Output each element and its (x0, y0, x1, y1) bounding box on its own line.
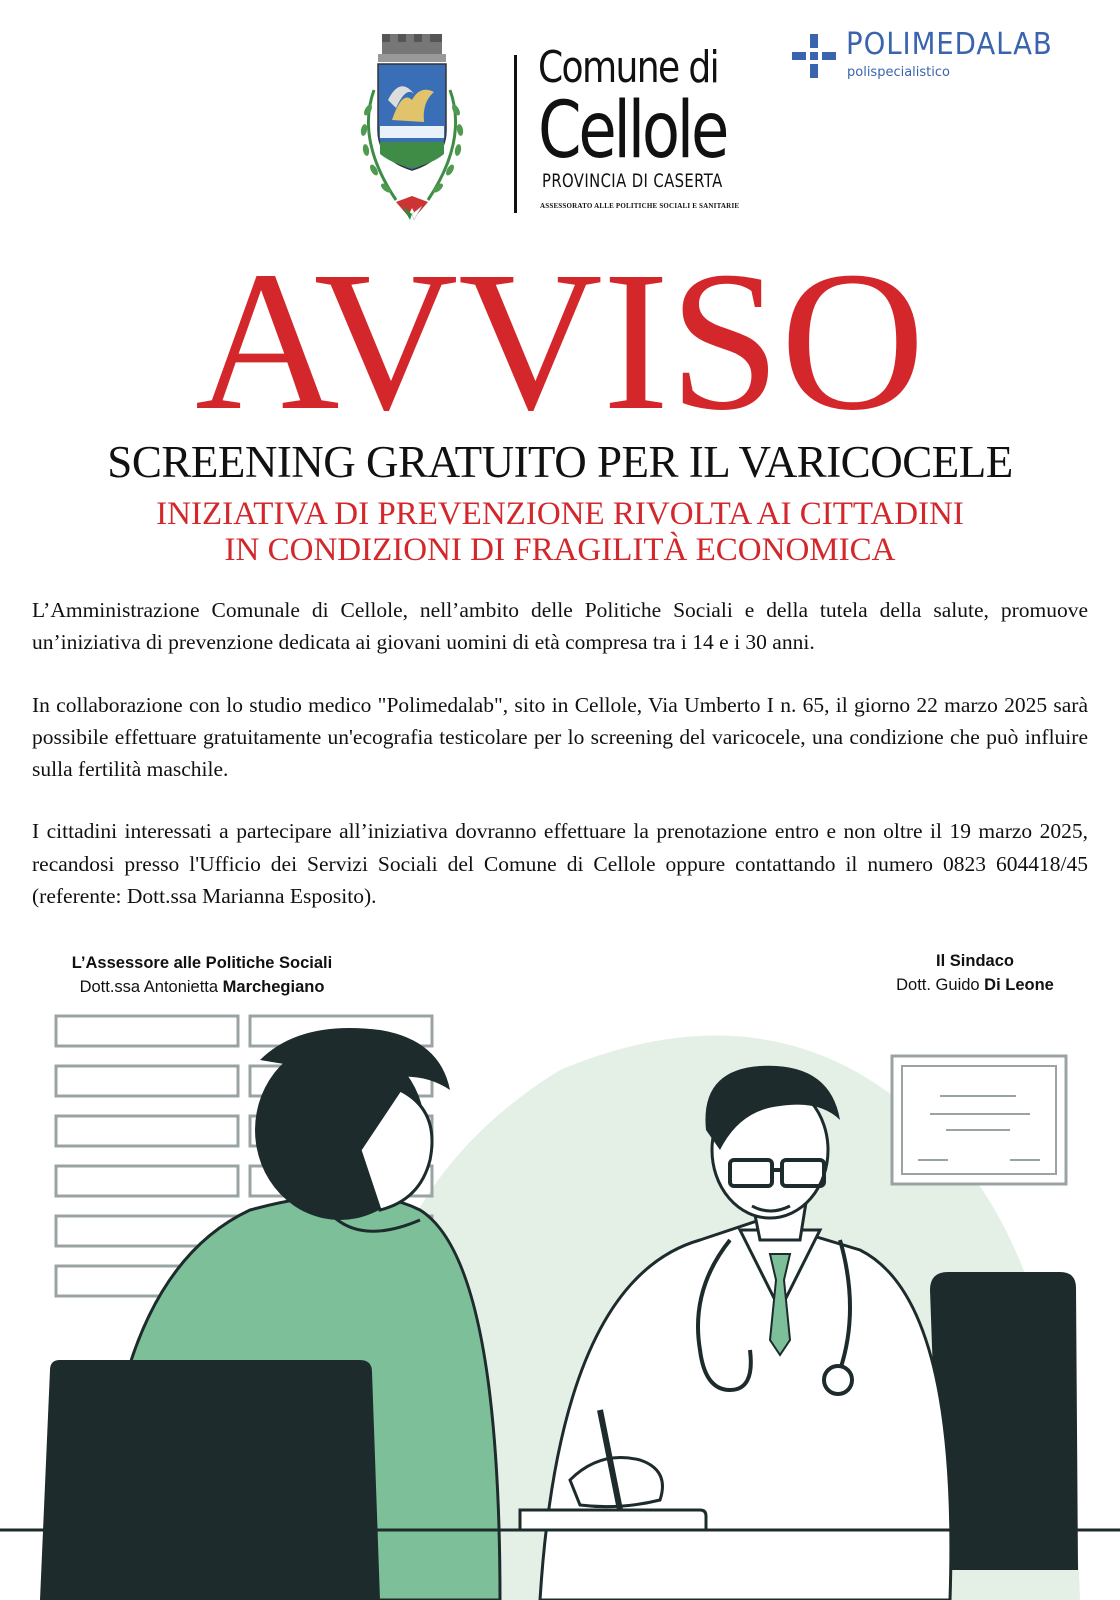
signature-assessore-name: Dott.ssa Antonietta (79, 977, 223, 996)
paragraph-intro: L’Amministrazione Comunale di Cellole, nell’ambito delle Politiche Sociali e della tutela della salute, promuove un’iniziativa di prevenzione dedicata ai giovani uomini di età compresa tra i 14 e i 30 anni. (32, 598, 1088, 655)
signature-sindaco-surname: Di Leone (984, 975, 1054, 994)
assessorato-label: ASSESSORATO ALLE POLITICHE SOCIALI E SANITARIE (540, 202, 740, 210)
comune-name: Cellole (538, 86, 727, 176)
notice-subheading-line1: INIZIATIVA DI PREVENZIONE RIVOLTA AI CITTADINI (156, 496, 964, 532)
signature-assessore (32, 952, 372, 1000)
signature-assessore-surname: Marchegiano (222, 977, 325, 996)
comune-label: Comune di (538, 42, 718, 93)
notice-title: AVVISO (195, 231, 925, 452)
paragraph-collaboration: In collaborazione con lo studio medico "Polimedalab", sito in Cellole, Via Umberto I n. 65, il giorno 22 marzo 2025 sarà possibile effettuare gratuitamente un'ecografia testicolare per lo screening del varicocele, una condizione che può influire sulla fertilità maschile. (32, 692, 1088, 781)
office-illustration (0, 1010, 1120, 1600)
signature-sindaco (860, 950, 1090, 998)
medical-cross-icon (790, 32, 838, 80)
signature-sindaco-title: Il Sindaco (936, 952, 1014, 970)
provincia-label: PROVINCIA DI CASERTA (542, 170, 723, 192)
signature-assessore-title: L’Assessore alle Politiche Sociali (71, 954, 333, 972)
partner-subtitle: polispecialistico (847, 65, 950, 80)
municipal-crest-icon (352, 30, 472, 230)
signature-sindaco-name: Dott. Guido (896, 975, 985, 994)
notice-body (32, 594, 1088, 942)
partner-name: POLIMEDALAB (846, 27, 1053, 62)
paragraph-booking: I cittadini interessati a partecipare all’iniziativa dovranno effettuare la prenotazione entro e non oltre il 19 marzo 2025, recandosi presso l'Ufficio dei Servizi Sociali del Comune di Cellole oppure contattando il numero 0823 604418/45 (referente: Dott.ssa Marianna Esposito). (32, 819, 1088, 908)
notice-subtitle: SCREENING GRATUITO PER IL VARICOCELE (107, 437, 1013, 487)
notice-subheading-line2: IN CONDIZIONI DI FRAGILITÀ ECONOMICA (224, 532, 896, 568)
header-divider (514, 55, 517, 213)
